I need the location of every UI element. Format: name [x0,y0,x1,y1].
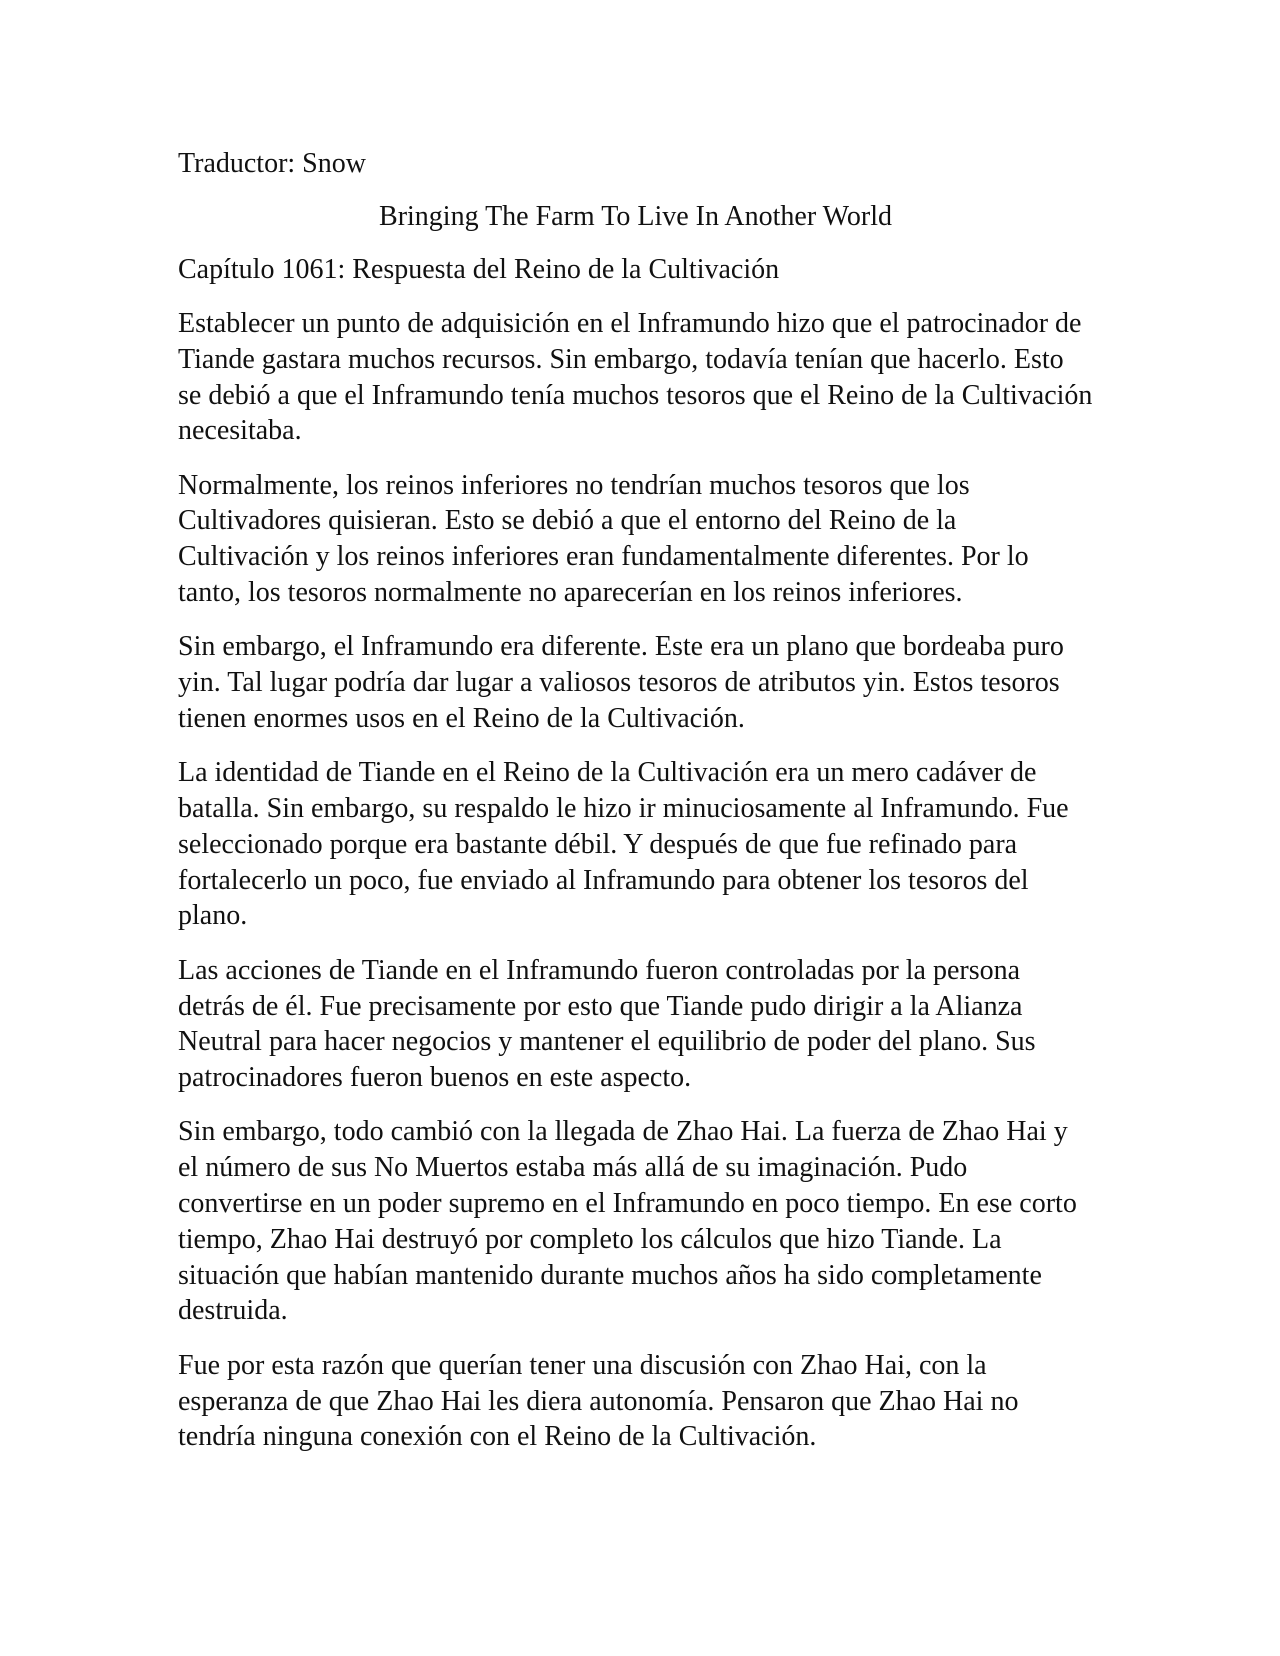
chapter-title: Capítulo 1061: Respuesta del Reino de la Cultivación [178,254,780,285]
paragraph: Establecer un punto de adquisición en el Inframundo hizo que el patrocinador de Tiande gastara muchos recursos. Sin embargo, todavía tenían que hacerlo. Esto se debió a que el Inframundo tenía muchos tesoros que el Reino de la Cultivación necesitaba. [178,308,1093,447]
paragraph: Sin embargo, todo cambió con la llegada de Zhao Hai. La fuerza de Zhao Hai y el número de sus No Muertos estaba más allá de su imaginación. Pudo convertirse en un poder supremo en el Inframundo en poco tiempo. En ese corto tiempo, Zhao Hai destruyó por completo los cálculos que hizo Tiande. La situación que habían mantenido durante muchos años ha sido completamente destruida. [178,1116,1077,1327]
book-title: Bringing The Farm To Live In Another World [379,201,892,232]
document-page [178,146,1093,1474]
paragraph: Sin embargo, el Inframundo era diferente. Este era un plano que bordeaba puro yin. Tal lugar podría dar lugar a valiosos tesoros de atributos yin. Estos tesoros tienen enormes usos en el Reino de la Cultivación. [178,631,1064,734]
paragraph: La identidad de Tiande en el Reino de la Cultivación era un mero cadáver de batalla. Sin embargo, su respaldo le hizo ir minuciosamente al Inframundo. Fue seleccionado porque era bastante débil. Y después de que fue refinado para fortalecerlo un poco, fue enviado al Inframundo para obtener los tesoros del plano. [178,757,1069,932]
translator-credit: Traductor: Snow [178,148,366,179]
paragraph: Fue por esta razón que querían tener una discusión con Zhao Hai, con la esperanza de que Zhao Hai les diera autonomía. Pensaron que Zhao Hai no tendría ninguna conexión con el Reino de la Cultivación. [178,1349,1019,1453]
paragraph: Normalmente, los reinos inferiores no tendrían muchos tesoros que los Cultivadores quisieran. Esto se debió a que el entorno del Reino de la Cultivación y los reinos inferiores eran fundamentalmente diferentes. Por lo tanto, los tesoros normalmente no aparecerían en los reinos inferiores. [178,469,1029,609]
paragraph: Las acciones de Tiande en el Inframundo fueron controladas por la persona detrás de él. Fue precisamente por esto que Tiande pudo dirigir a la Alianza Neutral para hacer negocios y mantener el equilibrio de poder del plano. Sus patrocinadores fueron buenos en este aspecto. [178,954,1036,1094]
